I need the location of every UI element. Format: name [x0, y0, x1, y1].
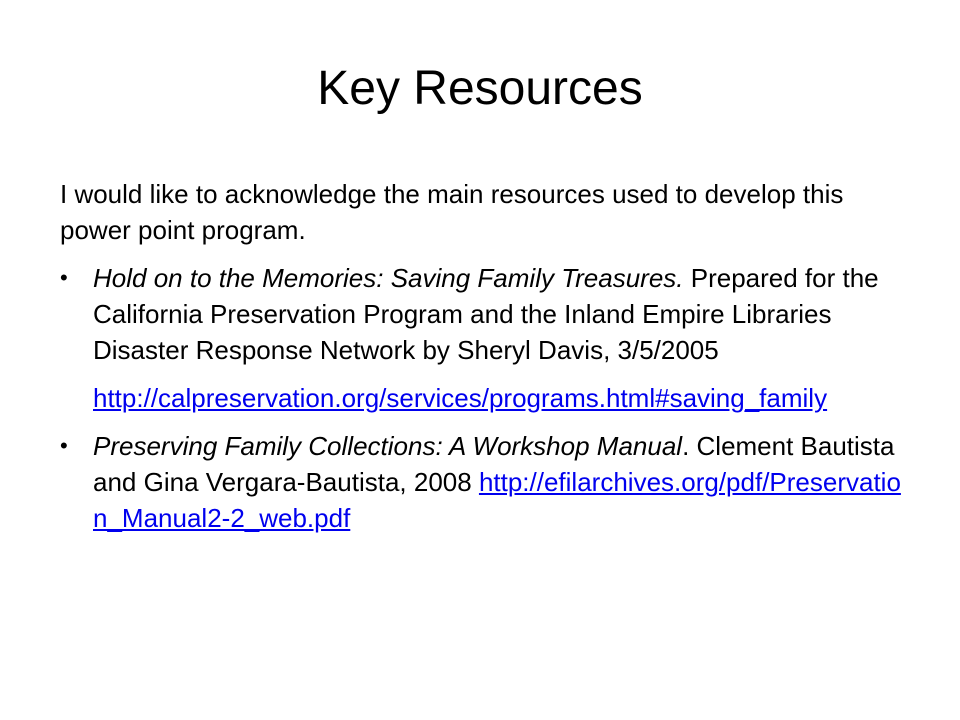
resource-description: Prepared for the California Preservation Program and the Inland Empire Libraries Disaster Response Network by Sheryl Davis, 3/5/2005 [93, 263, 879, 365]
resource-link[interactable]: http://efilarchives.org/pdf/Preservation_Manual2-2_web.pdf [93, 467, 901, 533]
resource-title: Preserving Family Collections: A Workshop Manual [93, 431, 683, 461]
resource-item-2 [60, 428, 905, 536]
slide-title: Key Resources [317, 62, 643, 115]
intro-text: I would like to acknowledge the main resources used to develop this power point program. [60, 179, 844, 245]
bullet-icon: • [60, 265, 68, 290]
resource-link[interactable]: http://calpreservation.org/services/programs.html#saving_family [93, 383, 828, 413]
resource-description: . Clement Bautista and Gina Vergara-Bautista, 2008 [93, 431, 895, 497]
resource-title: Hold on to the Memories: Saving Family Treasures. [93, 263, 684, 293]
resource-item-1 [60, 260, 905, 416]
bullet-icon: • [60, 433, 68, 458]
slide-content [60, 176, 905, 548]
